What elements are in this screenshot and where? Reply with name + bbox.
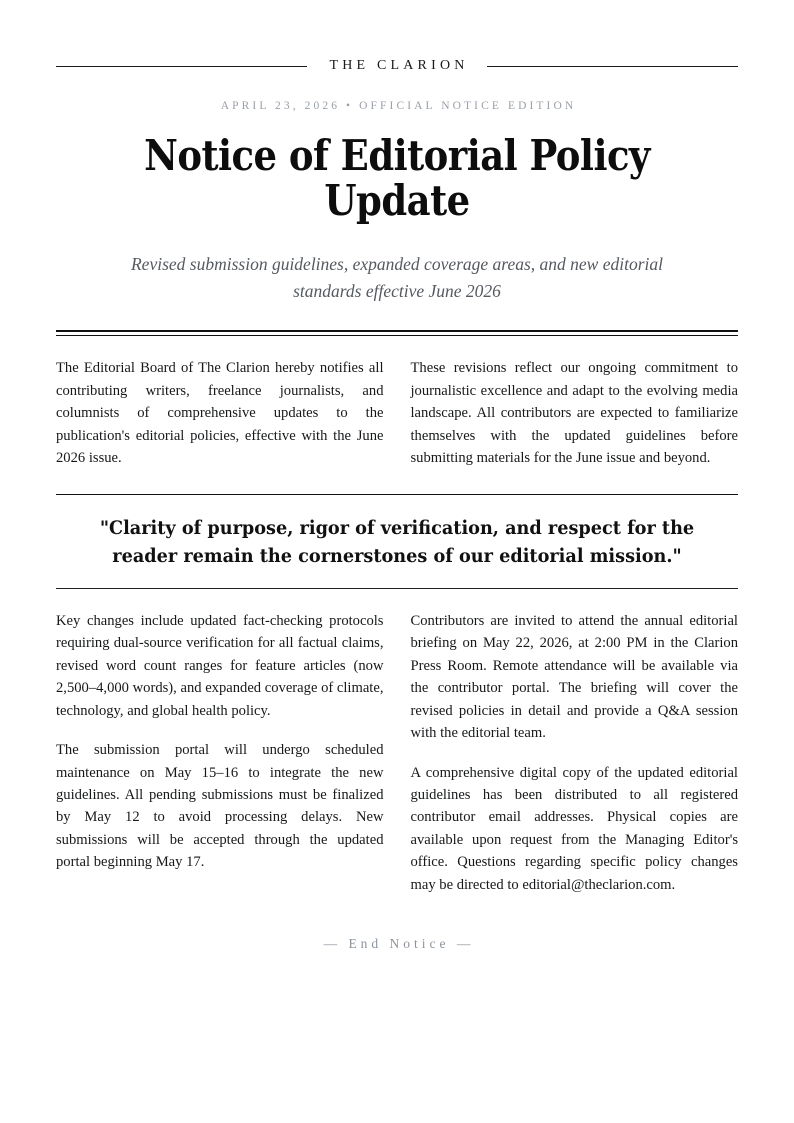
details-column-right — [411, 610, 739, 897]
intro-column-right — [411, 357, 739, 469]
divider-double-top — [56, 330, 738, 336]
divider-pullquote-bottom — [56, 588, 738, 589]
page-title: Notice of Editorial Policy Update — [144, 131, 650, 225]
masthead-rule-right — [487, 66, 738, 67]
paragraph: The submission portal will undergo scheduled maintenance on May 15–16 to integrate the new guidelines. All pending submissions must be finalized by May 12 to avoid processing delays. New submissions will be accepted through the updated portal beginning May 17. — [56, 742, 384, 871]
paragraph: A comprehensive digital copy of the updated editorial guidelines has been distributed to all registered contributor email addresses. Physical copies are available upon request from the Managing Editor's office. Questions regarding specific policy changes may be directed to editorial@theclarion.com. — [410, 764, 738, 893]
subtitle-deck: Revised submission guidelines, expanded coverage areas, and new editorial standards effective June 2026 — [130, 254, 664, 301]
paragraph: Contributors are invited to attend the annual editorial briefing on May 22, 2026, at 2:00 PM in the Clarion Press Room. Remote attendance will be available via the contributor portal. The briefing will cover the revised policies in detail and provide a Q&A session with the editorial team. — [410, 612, 738, 742]
intro-column-left — [56, 357, 384, 469]
masthead-rule-left — [56, 66, 307, 67]
paragraph: These revisions reflect our ongoing commitment to journalistic excellence and adapt to the evolving media landscape. All contributors are expected to familiarize themselves with the updated guidelines before submitting materials for the June issue and beyond. — [410, 360, 738, 467]
pullquote-text: "Clarity of purpose, rigor of verification, and respect for the reader remain the cornerstones of our editorial mission." — [99, 516, 695, 568]
end-notice: — End Notice — — [323, 936, 475, 952]
details-column-left — [56, 610, 384, 897]
details-columns — [56, 610, 738, 897]
publication-name: THE CLARION — [329, 58, 469, 73]
paragraph: Key changes include updated fact-checking protocols requiring dual-source verification for all factual claims, revised word count ranges for feature articles (now 2,500–4,000 words), and expanded coverage of climate, technology, and global health policy. — [56, 612, 384, 719]
intro-columns — [56, 357, 738, 469]
masthead — [56, 58, 738, 74]
paragraph: The Editorial Board of The Clarion hereby notifies all contributing writers, freelance journalists, and columnists of comprehensive updates to the publication's editorial policies, effective with the June 2026 issue. — [56, 360, 384, 467]
pullquote-block — [56, 494, 738, 589]
edition-kicker: APRIL 23, 2026 • OFFICIAL NOTICE EDITION — [220, 100, 577, 112]
